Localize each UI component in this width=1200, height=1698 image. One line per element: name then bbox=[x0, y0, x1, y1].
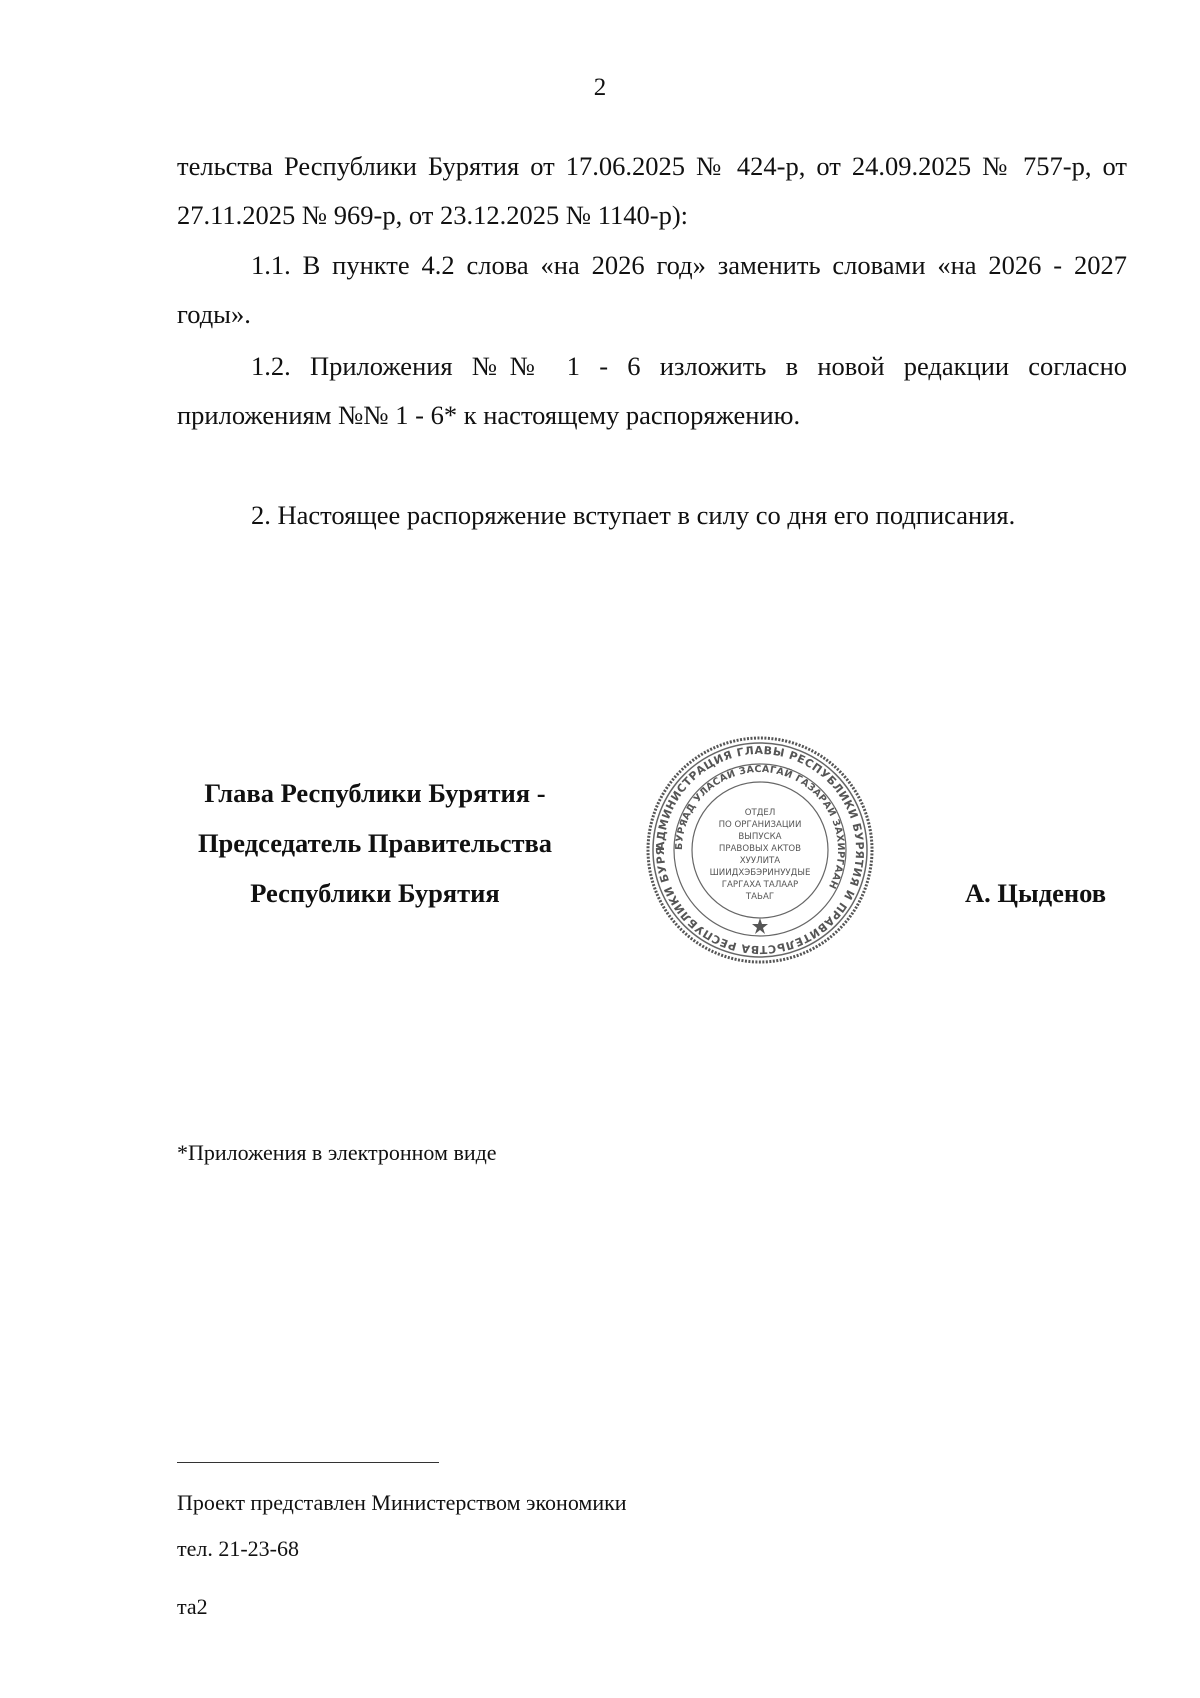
seal-outer-text: АДМИНИСТРАЦИЯ ГЛАВЫ РЕСПУБЛИКИ БУРЯТИЯ И ПРАВИТЕЛЬСТВА РЕСПУБЛИКИ БУРЯ bbox=[653, 743, 867, 957]
paragraph-1-1 bbox=[177, 241, 1127, 339]
seal-center-line: ХУУЛИТА bbox=[739, 856, 781, 866]
signatory-name: А. Цыденов bbox=[965, 878, 1107, 908]
seal-graphic bbox=[645, 735, 875, 965]
seal-star-icon bbox=[752, 918, 768, 934]
paragraph-1-2 bbox=[177, 342, 1127, 440]
signatory-position bbox=[160, 768, 590, 918]
signatory-position-line: Председатель Правительства bbox=[197, 828, 553, 858]
seal-center-line: ГАРГАХА ТАЛААР bbox=[721, 880, 799, 890]
paragraph-2 bbox=[177, 491, 1127, 540]
signatory-position-line: Республики Бурятия bbox=[250, 878, 500, 908]
seal-center-line: ШИИДХЭБЭРИНУУДЫЕ bbox=[709, 868, 811, 878]
project-info bbox=[177, 1480, 627, 1572]
paragraph-text: 2. Настоящее распоряжение вступает в силу со дня его подписания. bbox=[251, 500, 1016, 530]
official-seal bbox=[645, 735, 875, 965]
project-presented-by: Проект представлен Министерством экономики bbox=[177, 1490, 627, 1515]
footnote: *Приложения в электронном виде bbox=[177, 1140, 497, 1165]
paragraph-text: 1.1. В пункте 4.2 слова «на 2026 год» заменить словами «на 2026 - 2027 годы». bbox=[177, 250, 1127, 329]
seal-center-line: ОТДЕЛ bbox=[744, 808, 776, 818]
seal-center-line: ПО ОРГАНИЗАЦИИ bbox=[718, 820, 802, 830]
contact-phone: тел. 21-23-68 bbox=[177, 1536, 300, 1561]
footer-divider bbox=[177, 1462, 439, 1463]
paragraph-text: 1.2. Приложения №№ 1 - 6 изложить в новой редакции согласно приложениям №№ 1 - 6* к настоящему распоряжению. bbox=[177, 351, 1127, 430]
signatory-position-line: Глава Республики Бурятия - bbox=[204, 778, 546, 808]
paragraph-continuation bbox=[177, 142, 1127, 240]
seal-center-line: ВЫПУСКА bbox=[738, 832, 782, 842]
paragraph-text: тельства Республики Бурятия от 17.06.2025 № 424-р, от 24.09.2025 № 757-р, от 27.11.2025 № 969-р, от 23.12.2025 № 1140-р): bbox=[177, 151, 1127, 230]
page-number: 2 bbox=[593, 74, 607, 101]
seal-center-line: ТАЬАГ bbox=[745, 892, 775, 902]
seal-inner-text: БУРЯАД УЛАСАЙ ЗАСАГАЙ ГАЗАРАЙ ЗАХИРГААН bbox=[673, 763, 847, 891]
document-code: та2 bbox=[177, 1594, 208, 1619]
seal-center-line: ПРАВОВЫХ АКТОВ bbox=[718, 844, 802, 854]
